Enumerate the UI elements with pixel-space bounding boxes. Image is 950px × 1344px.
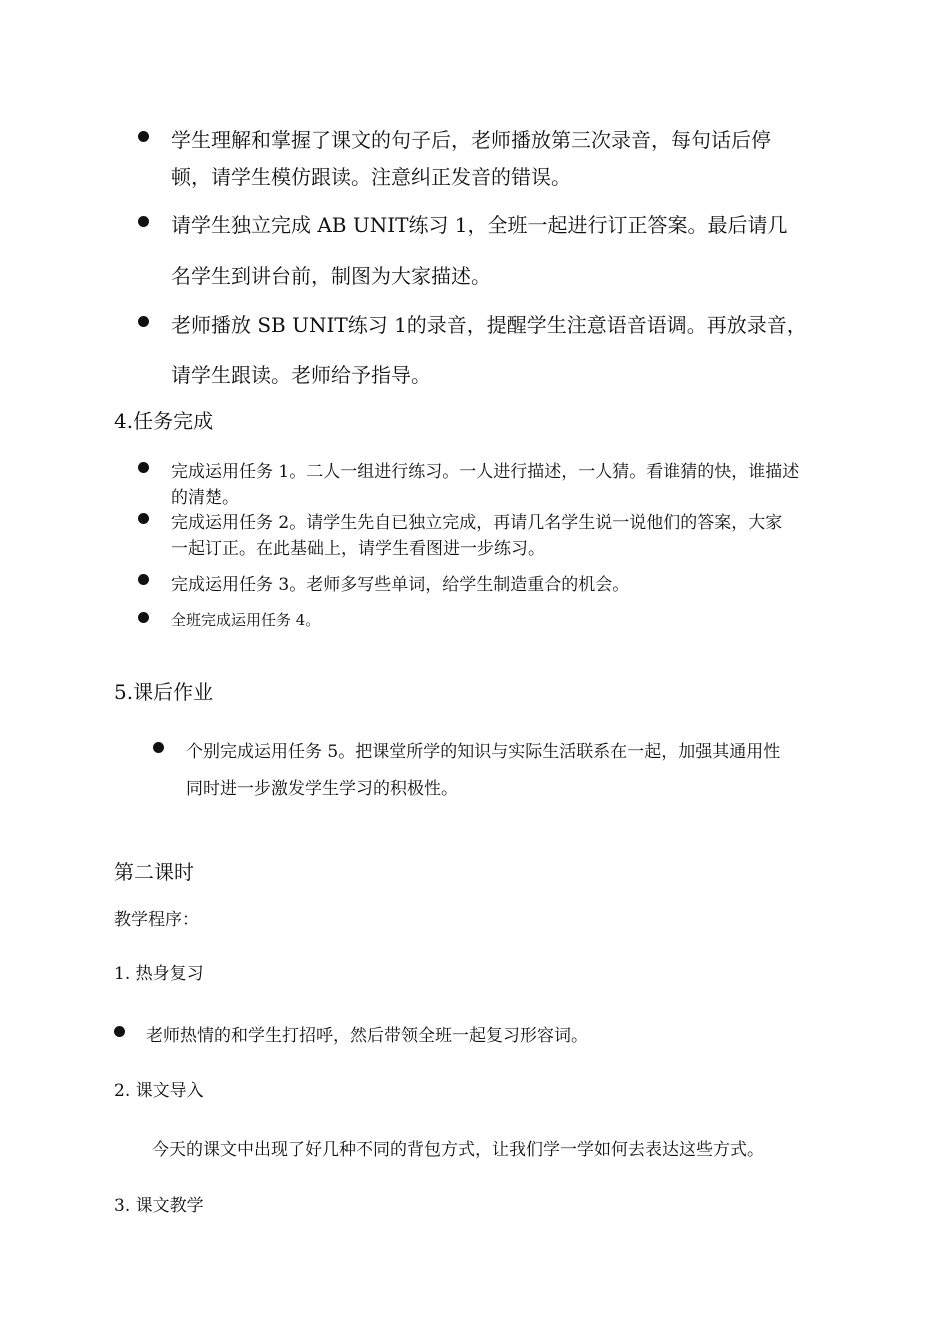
list-item-continuation: 同时进一步激发学生学习的积极性。 <box>186 779 458 799</box>
section-heading: 3. 课文教学 <box>114 1196 204 1216</box>
subheading: 教学程序： <box>114 910 199 930</box>
bullet <box>114 1026 125 1037</box>
section-heading: 4.任务完成 <box>114 409 214 433</box>
list-item: 学生理解和掌握了课文的句子后，老师播放第三次录音，每句话后停 <box>171 128 771 152</box>
bullet <box>138 316 149 327</box>
list-item: 完成运用任务 1。二人一组进行练习。一人进行描述，一人猜。看谁猜的快，谁描述 <box>171 462 800 482</box>
bullet <box>138 462 149 473</box>
paragraph: 今天的课文中出现了好几种不同的背包方式，让我们学一学如何去表达这些方式。 <box>152 1140 764 1160</box>
section-heading: 2. 课文导入 <box>114 1081 204 1101</box>
list-item-continuation: 一起订正。在此基础上，请学生看图进一步练习。 <box>171 539 545 559</box>
bullet <box>138 131 149 142</box>
bullet <box>138 612 149 623</box>
list-item: 请学生独立完成 AB UNIT练习 1，全班一起进行订正答案。最后请几 <box>171 213 788 237</box>
list-item: 个别完成运用任务 5。把课堂所学的知识与实际生活联系在一起，加强其通用性 <box>186 742 781 762</box>
list-item-continuation: 请学生跟读。老师给予指导。 <box>171 363 431 387</box>
section-heading: 1. 热身复习 <box>114 964 204 984</box>
bullet <box>153 742 164 753</box>
bullet <box>138 574 149 585</box>
bullet <box>138 216 149 227</box>
list-item-continuation: 名学生到讲台前，制图为大家描述。 <box>171 264 491 288</box>
list-item: 完成运用任务 3。老师多写些单词，给学生制造重合的机会。 <box>171 575 630 595</box>
lesson-title: 第二课时 <box>114 860 194 884</box>
list-item: 全班完成运用任务 4。 <box>171 611 321 629</box>
section-heading: 5.课后作业 <box>114 680 214 704</box>
list-item-continuation: 顿，请学生模仿跟读。注意纠正发音的错误。 <box>171 165 571 189</box>
list-item: 完成运用任务 2。请学生先自已独立完成，再请几名学生说一说他们的答案，大家 <box>171 513 783 533</box>
list-item: 老师热情的和学生打招呼，然后带领全班一起复习形容词。 <box>146 1026 588 1046</box>
list-item-continuation: 的清楚。 <box>171 488 239 508</box>
bullet <box>138 513 149 524</box>
list-item: 老师播放 SB UNIT练习 1的录音，提醒学生注意语音语调。再放录音， <box>171 313 807 337</box>
